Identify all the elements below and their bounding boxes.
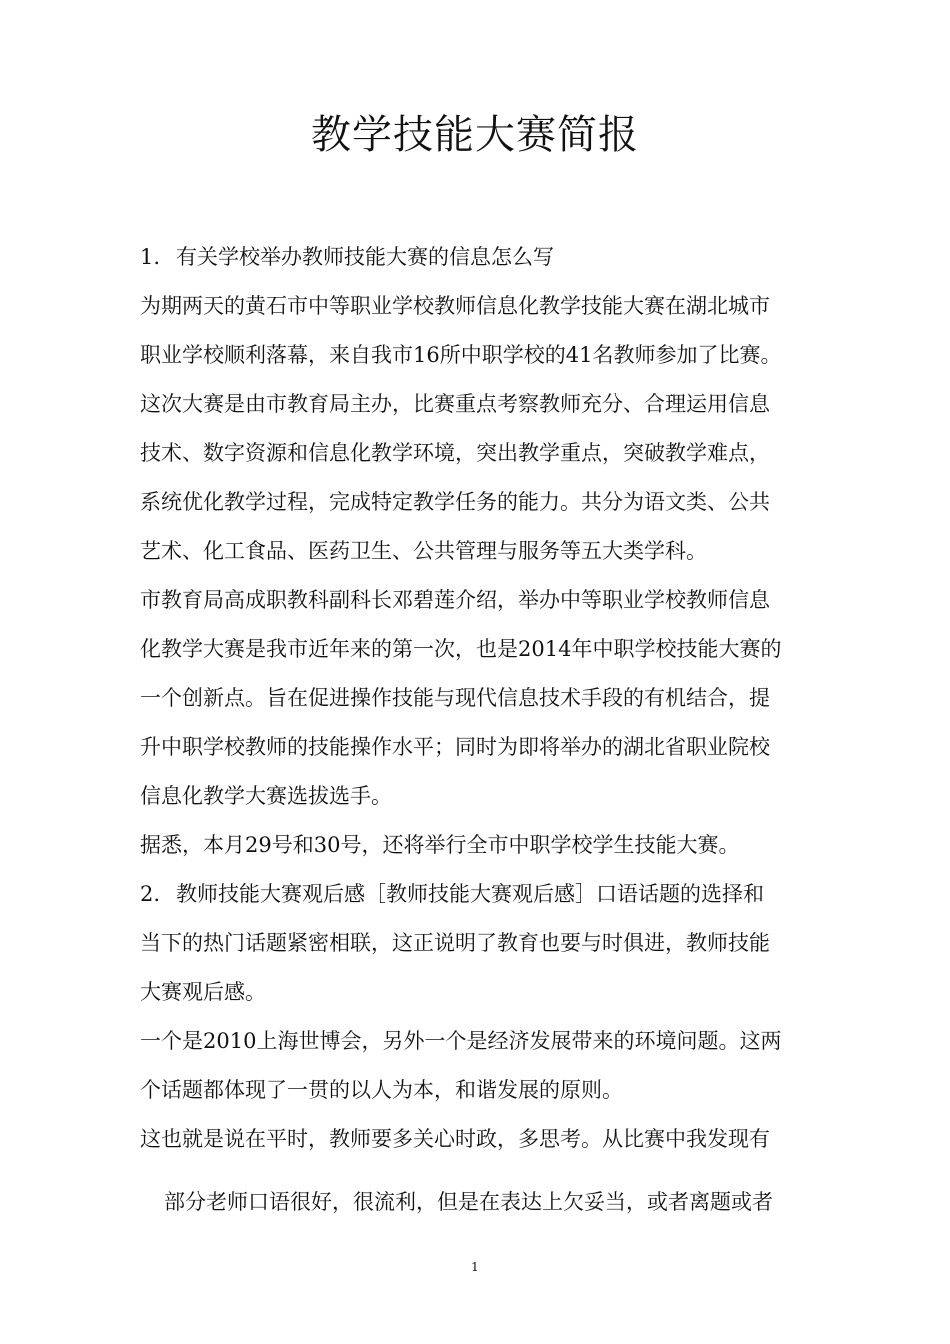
item-2-heading	[140, 870, 830, 919]
item-1-heading-text: 有关学校举办教师技能大赛的信息怎么写	[176, 245, 554, 269]
item-2-heading-text: 教师技能大赛观后感［教师技能大赛观后感］口语话题的选择和	[176, 882, 764, 906]
text-line: 这次大赛是由市教育局主办，比赛重点考察教师充分、合理运用信息	[140, 392, 770, 416]
text-line: 部分老师口语很好，很流利，但是在表达上欠妥当，或者离题或者	[164, 1190, 773, 1214]
document-title: 教学技能大赛简报	[311, 112, 639, 158]
text-line: 技术、数字资源和信息化教学环境，突出教学重点，突破教学难点，	[140, 441, 770, 465]
text-line: 这也就是说在平时，教师要多关心时政，多思考。从比赛中我发现有	[140, 1127, 770, 1151]
text-line: 当下的热门话题紧密相联，这正说明了教育也要与时俱进，教师技能	[140, 931, 770, 955]
text-line: 一个创新点。旨在促进操作技能与现代信息技术手段的有机结合，提	[140, 686, 770, 710]
document-body	[140, 233, 830, 1227]
paragraph-3	[140, 821, 830, 870]
text-line: 信息化教学大赛选拔选手。	[140, 784, 392, 808]
item-1-heading	[140, 233, 830, 282]
page-number: 1	[471, 1260, 479, 1274]
text-line: 为期两天的黄石市中等职业学校教师信息化教学技能大赛在湖北城市	[140, 294, 770, 318]
paragraph-6	[140, 1178, 830, 1227]
text-line: 市教育局高成职教科副科长邓碧莲介绍，举办中等职业学校教师信息	[140, 588, 770, 612]
text-line: 化教学大赛是我市近年来的第一次，也是2014年中职学校技能大赛的	[140, 637, 782, 661]
paragraph-4	[140, 1017, 830, 1115]
item-1-number: 1.	[140, 245, 161, 269]
text-line: 大赛观后感。	[140, 980, 266, 1004]
item-2-number: 2.	[140, 882, 161, 906]
paragraph-5	[140, 1115, 830, 1164]
paragraph-2	[140, 576, 830, 821]
text-line: 艺术、化工食品、医药卫生、公共管理与服务等五大类学科。	[140, 539, 707, 563]
paragraph-1	[140, 282, 830, 576]
text-line: 个话题都体现了一贯的以人为本，和谐发展的原则。	[140, 1078, 623, 1102]
text-line: 系统优化教学过程，完成特定教学任务的能力。共分为语文类、公共	[140, 490, 770, 514]
text-line: 一个是2010上海世博会，另外一个是经济发展带来的环境问题。这两	[140, 1029, 782, 1053]
text-line: 职业学校顺利落幕，来自我市16所中职学校的41名教师参加了比赛。	[140, 343, 782, 367]
text-line: 据悉，本月29号和30号，还将举行全市中职学校学生技能大赛。	[140, 833, 740, 857]
text-line: 升中职学校教师的技能操作水平；同时为即将举办的湖北省职业院校	[140, 735, 770, 759]
